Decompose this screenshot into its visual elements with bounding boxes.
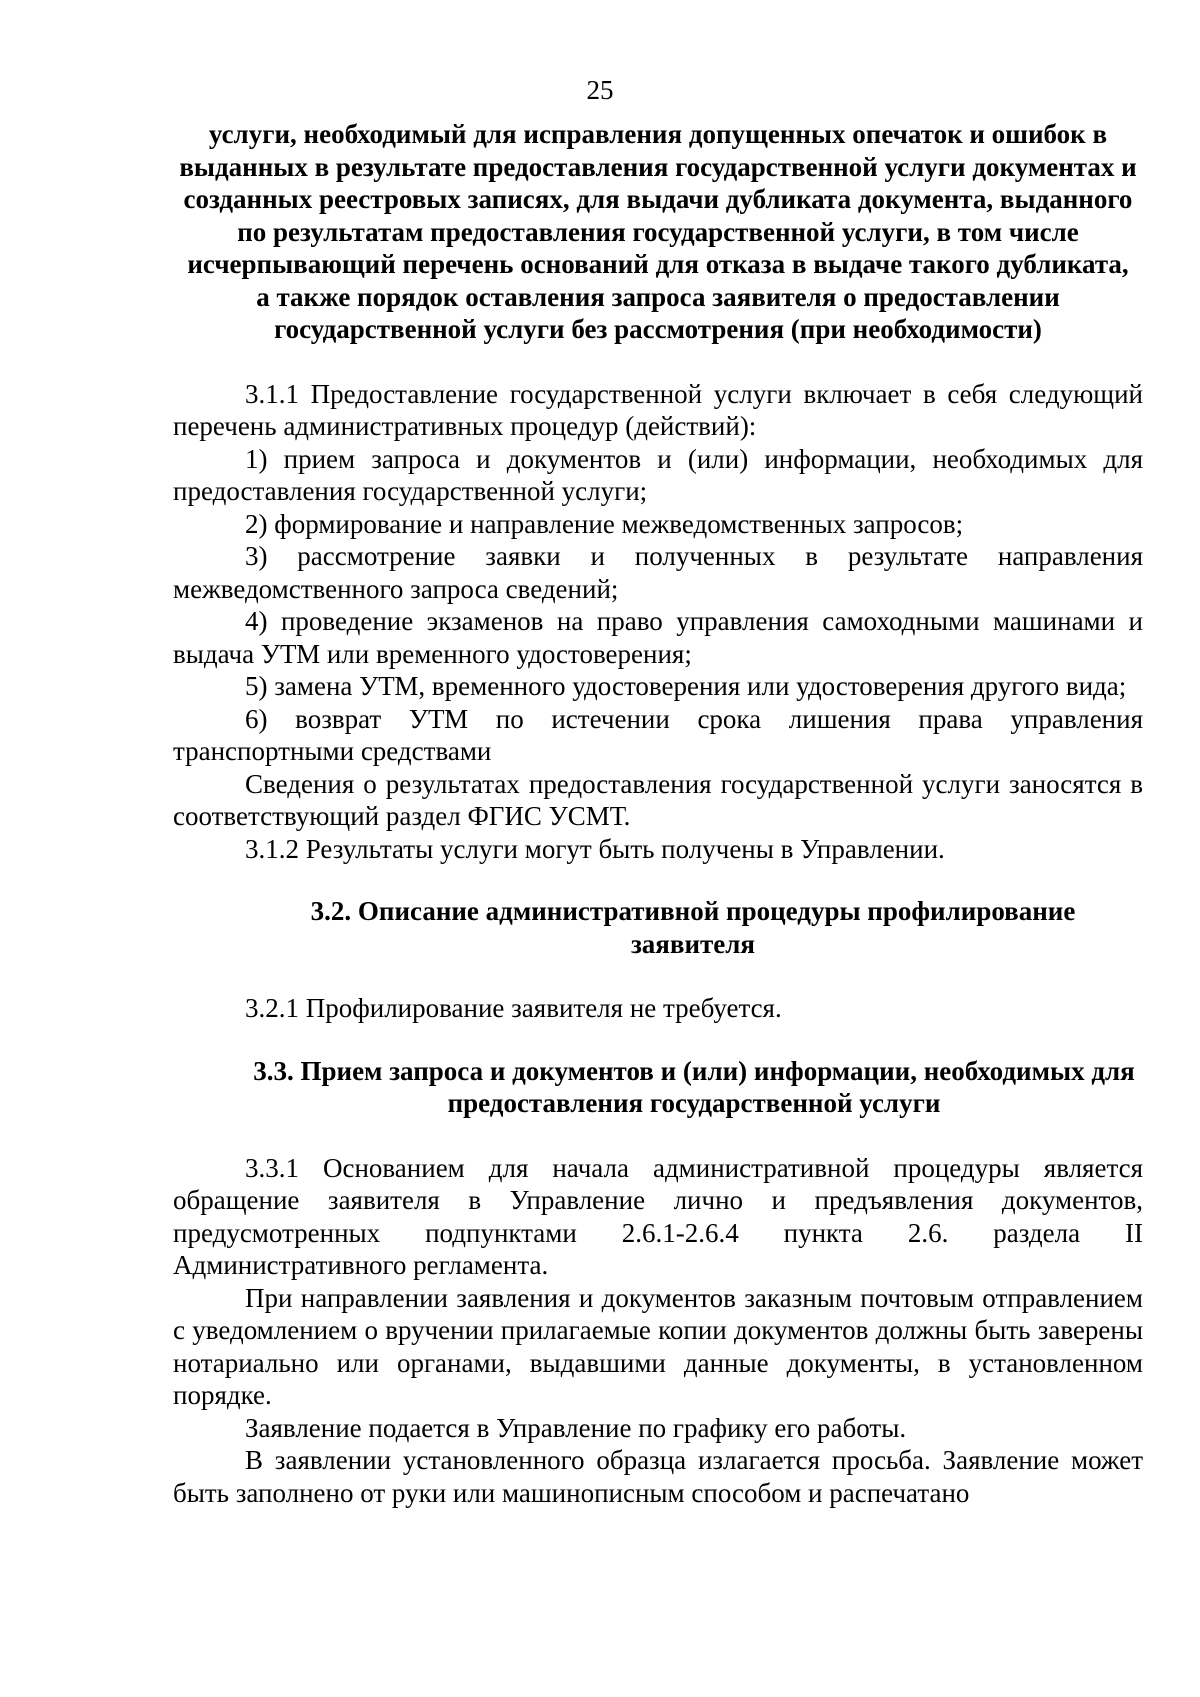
section-heading-3-2: 3.2. Описание административной процедуры профилирование заявителя xyxy=(310,896,1076,959)
page-number: 25 xyxy=(586,75,614,105)
list-item-procedure-4: 4) проведение экзаменов на право управления самоходными машинами и выдача УТМ или временного удостоверения; xyxy=(173,606,1143,669)
section-heading-continued: услуги, необходимый для исправления допущенных опечаток и ошибок в выданных в результате предоставления государственной услуги документах и созданных реестровых записях, для выдачи дубликата документа, выданного по результатам предоставления государственной услуги, в том числе исчерпывающий перечень оснований для отказа в выдаче такого дубликата, а также порядок оставления запроса заявителя о предоставлении государственной услуги без рассмотрения (при необходимости) xyxy=(179,119,1137,344)
list-item-procedure-6: 6) возврат УТМ по истечении срока лишения права управления транспортными средствами xyxy=(173,703,1143,766)
list-item-procedure-1: 1) прием запроса и документов и (или) информации, необходимых для предоставления государственной услуги; xyxy=(173,443,1143,506)
paragraph-mail-submission: При направлении заявления и документов заказным почтовым отправлением с уведомлением о вручении прилагаемые копии документов должны быть заверены нотариально или органами, выдавшими данные документы, в установленном порядке. xyxy=(173,1282,1143,1410)
page-content xyxy=(173,118,1143,1509)
section-heading-3-3: 3.3. Прием запроса и документов и (или) информации, необходимых для предоставления государственной услуги xyxy=(253,1055,1135,1118)
list-item-procedure-5: 5) замена УТМ, временного удостоверения или удостоверения другого вида; xyxy=(245,671,1127,701)
paragraph-application-form: В заявлении установленного образца излагается просьба. Заявление может быть заполнено от руки или машинописным способом и распечатано xyxy=(173,1445,1143,1508)
paragraph-3-1-2: 3.1.2 Результаты услуги могут быть получены в Управлении. xyxy=(245,833,945,864)
paragraph-3-1-1: 3.1.1 Предоставление государственной услуги включает в себя следующий перечень административных процедур (действий): xyxy=(173,378,1143,441)
list-item-procedure-3: 3) рассмотрение заявки и полученных в результате направления межведомственного запроса сведений; xyxy=(173,541,1143,604)
spacer xyxy=(173,960,1143,992)
spacer xyxy=(173,346,1143,378)
paragraph-schedule: Заявление подается в Управление по графику его работы. xyxy=(245,1412,907,1443)
paragraph-3-3-1: 3.3.1 Основанием для начала административной процедуры является обращение заявителя в Управление лично и предъявления документов, предусмотренных подпунктами 2.6.1-2.6.4 пункта 2.6. раздела II Административного регламента. xyxy=(173,1152,1143,1280)
spacer xyxy=(173,1120,1143,1152)
paragraph-results-info: Сведения о результатах предоставления государственной услуги заносятся в соответствующий раздел ФГИС УСМТ. xyxy=(173,768,1143,831)
list-item-procedure-2: 2) формирование и направление межведомственных запросов; xyxy=(245,508,964,539)
paragraph-3-2-1: 3.2.1 Профилирование заявителя не требуется. xyxy=(245,993,782,1023)
